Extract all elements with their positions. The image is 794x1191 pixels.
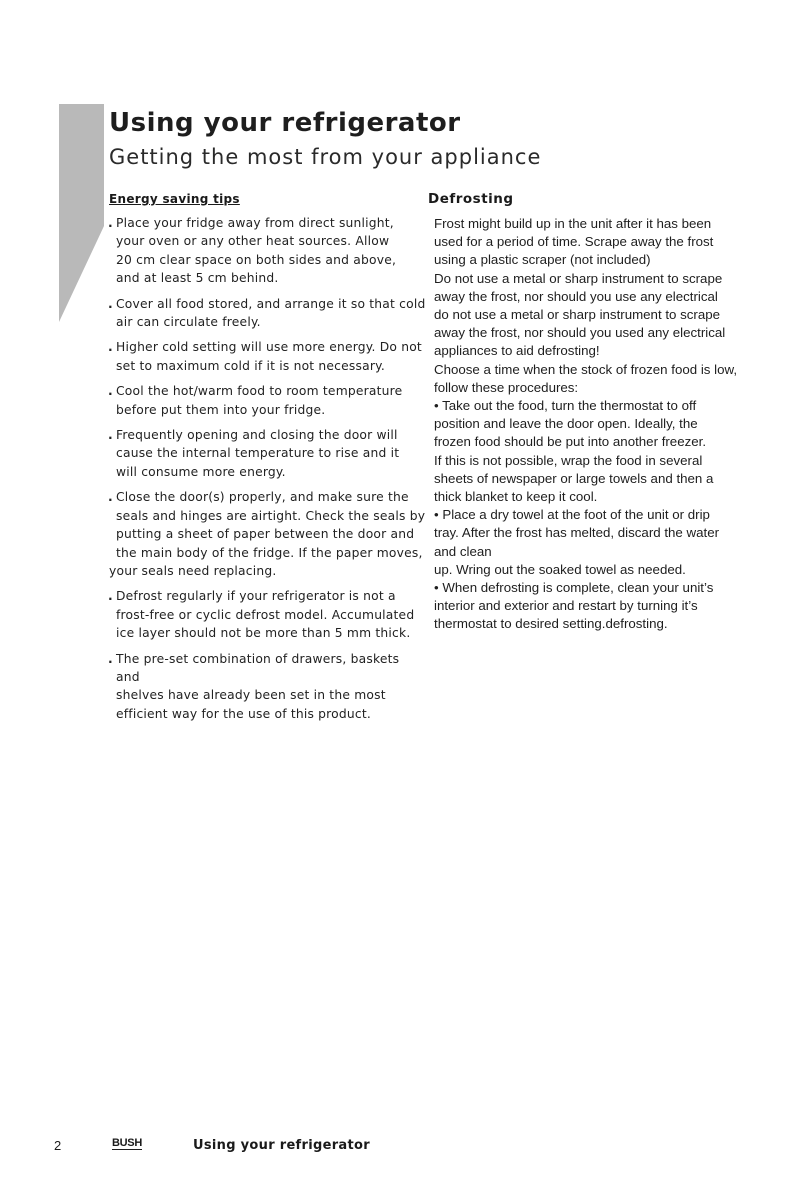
bullet-icon: . — [108, 296, 113, 311]
defrosting-line: position and leave the door open. Ideally, the — [434, 416, 698, 432]
energy-tip — [109, 338, 427, 375]
energy-tip-line: shelves have already been set in the most — [116, 688, 386, 703]
energy-tip-line: air can circulate freely. — [116, 315, 261, 330]
energy-saving-section — [109, 192, 427, 730]
energy-tip-line: ice layer should not be more than 5 mm thick. — [116, 626, 411, 641]
defrosting-line: appliances to aid defrosting! — [434, 343, 600, 359]
energy-tip-line: Place your fridge away from direct sunlight, — [116, 216, 394, 230]
defrosting-line: • When defrosting is complete, clean your unit’s — [434, 580, 714, 596]
energy-tip-line: The pre-set combination of drawers, baskets and — [116, 651, 400, 684]
defrosting-line: and clean — [434, 543, 492, 559]
page-number: 2 — [54, 1138, 62, 1153]
defrosting-line: thermostat to desired setting.defrosting. — [434, 616, 668, 632]
defrosting-line: If this is not possible, wrap the food in several — [434, 452, 703, 468]
energy-tip — [109, 488, 427, 580]
defrosting-line: • Place a dry towel at the foot of the unit or drip — [434, 507, 710, 523]
energy-tip-line: before put them into your fridge. — [116, 402, 326, 417]
defrosting-line: • Take out the food, turn the thermostat to off — [434, 398, 697, 414]
defrosting-text — [428, 215, 758, 634]
defrosting-line: Do not use a metal or sharp instrument to scrape — [434, 270, 723, 286]
defrosting-line: interior and exterior and restart by turning it’s — [434, 598, 698, 614]
energy-tip-line: frost-free or cyclic defrost model. Accumulated — [116, 607, 415, 622]
defrosting-section — [428, 191, 758, 634]
energy-tip-line: Higher cold setting will use more energy. Do not — [116, 340, 422, 355]
energy-tip-line: the main body of the fridge. If the paper moves, — [116, 545, 423, 560]
defrosting-line: Frost might build up in the unit after it has been — [434, 216, 712, 231]
energy-tip-line: Close the door(s) properly, and make sure the — [116, 490, 409, 505]
bullet-icon: . — [108, 589, 113, 604]
energy-tip-line: 20 cm clear space on both sides and above, — [116, 252, 397, 267]
bullet-icon: . — [108, 428, 113, 443]
energy-tip — [109, 587, 427, 642]
energy-tip-line: Cool the hot/warm food to room temperature — [116, 384, 403, 399]
energy-tip — [109, 382, 427, 419]
defrosting-line: Choose a time when the stock of frozen food is low, — [434, 361, 738, 377]
defrosting-line: away the frost, nor should you use any electrical — [434, 288, 718, 304]
energy-tip — [109, 650, 427, 724]
energy-tip-line: will consume more energy. — [116, 464, 286, 479]
defrosting-line: sheets of newspaper or large towels and then a — [434, 470, 714, 486]
energy-tip-line: seals and hinges are airtight. Check the seals by — [116, 508, 426, 523]
defrosting-heading: Defrosting — [428, 191, 514, 207]
energy-tip — [109, 295, 427, 332]
energy-tip-line: set to maximum cold if it is not necessary. — [116, 358, 385, 373]
bullet-icon: . — [108, 384, 113, 399]
page-title: Using your refrigerator — [109, 108, 461, 138]
bullet-icon: . — [108, 216, 113, 230]
defrosting-line: up. Wring out the soaked towel as needed. — [434, 561, 686, 577]
energy-tips-list — [109, 214, 427, 723]
defrosting-line: used for a period of time. Scrape away the frost — [434, 234, 714, 250]
defrosting-line: away the frost, nor should you used any electrical — [434, 325, 726, 341]
bullet-icon: . — [108, 340, 113, 355]
energy-tip-line: your seals need replacing. — [109, 563, 277, 578]
energy-tip-line: cause the internal temperature to rise and it — [116, 446, 400, 461]
energy-saving-heading: Energy saving tips — [109, 192, 240, 206]
defrosting-line: follow these procedures: — [434, 379, 579, 395]
footer-section-title: Using your refrigerator — [193, 1138, 370, 1153]
energy-tip-line: your oven or any other heat sources. Allow — [116, 234, 390, 249]
energy-tip — [109, 214, 427, 288]
defrosting-line: using a plastic scraper (not included) — [434, 252, 651, 268]
bullet-icon: . — [108, 490, 113, 505]
defrosting-line: do not use a metal or sharp instrument to scrape — [434, 307, 721, 323]
defrosting-line: thick blanket to keep it cool. — [434, 489, 598, 505]
energy-tip-line: efficient way for the use of this product. — [116, 706, 371, 721]
bullet-icon: . — [108, 651, 113, 666]
defrosting-line: tray. After the frost has melted, discard the water — [434, 525, 720, 541]
page-footer — [0, 1138, 794, 1158]
energy-tip-line: Cover all food stored, and arrange it so that cold — [116, 296, 426, 311]
energy-tip-line: Frequently opening and closing the door will — [116, 428, 398, 443]
brand-logo: BUSH — [112, 1137, 142, 1149]
energy-tip-line: putting a sheet of paper between the door and — [116, 527, 415, 542]
page-subtitle: Getting the most from your appliance — [109, 145, 542, 169]
energy-tip-line: Defrost regularly if your refrigerator is not a — [116, 589, 396, 604]
energy-tip-line: and at least 5 cm behind. — [116, 271, 279, 286]
defrosting-line: frozen food should be put into another freezer. — [434, 434, 707, 450]
energy-tip — [109, 426, 427, 481]
